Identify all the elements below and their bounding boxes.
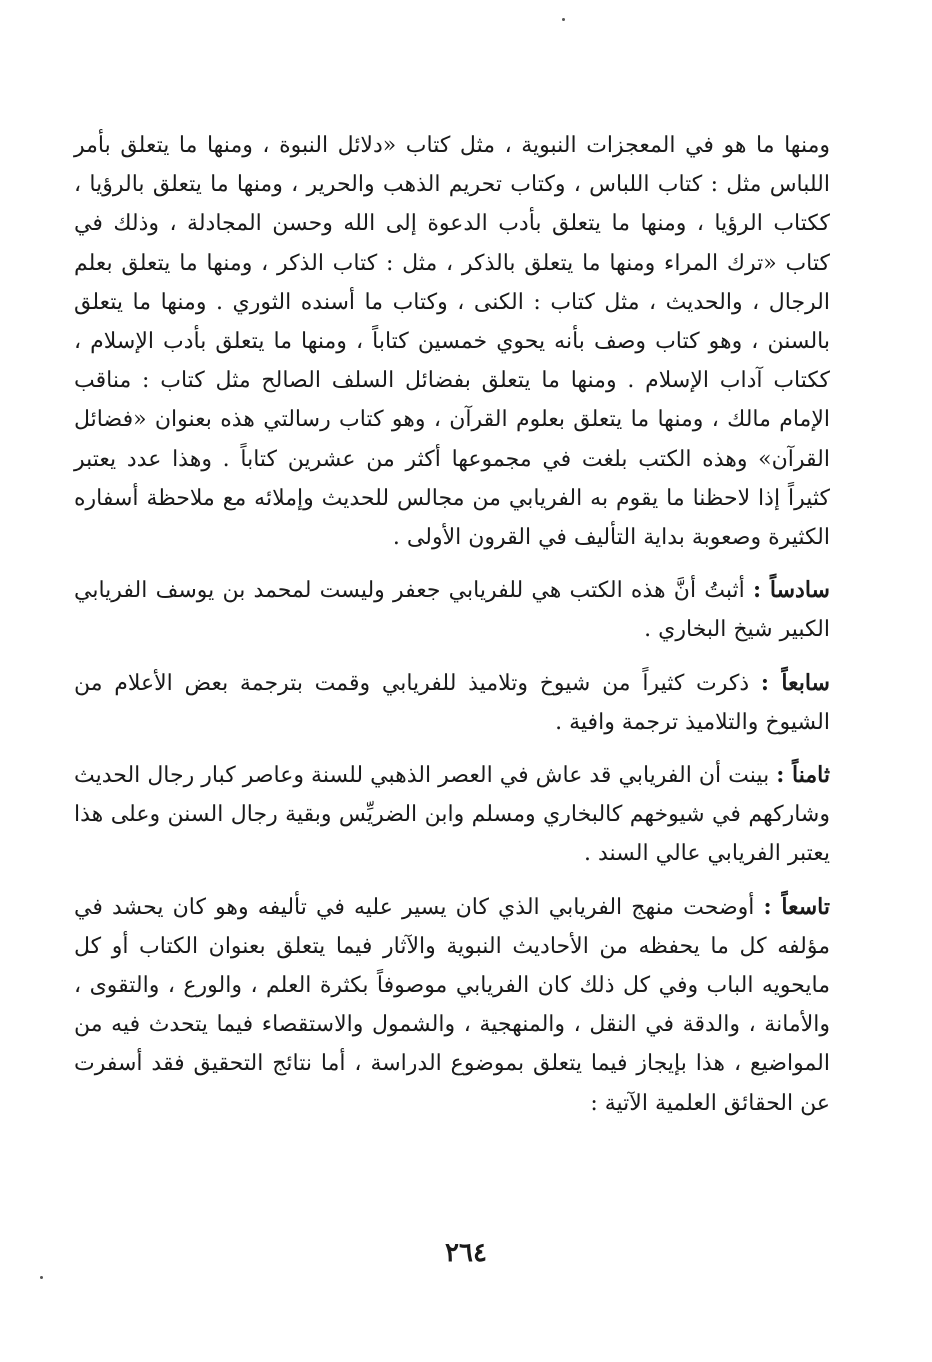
paragraph-lead: سادساً : bbox=[752, 577, 830, 604]
body-text bbox=[74, 126, 830, 1123]
paragraph-intro bbox=[74, 126, 830, 557]
scan-speck bbox=[562, 18, 565, 21]
paragraph-text: ذكرت كثيراً من شيوخ وتلاميذ للفريابي وقمت بترجمة بعض الأعلام من الشيوخ والتلاميذ ترجمة وافية . bbox=[74, 670, 830, 735]
paragraph-text: ومنها ما هو في المعجزات النبوية ، مثل كتاب «دلائل النبوة ، ومنها ما يتعلق بأمر اللباس مثل : كتاب اللباس ، وكتاب تحريم الذهب والحرير ، ومنها ما يتعلق بالرؤيا ، ككتاب الرؤيا ، ومنها ما يتعلق بأدب الدعوة إلى الله وحسن المجادلة ، وذلك في كتاب «ترك المراء ومنها ما يتعلق بالذكر ، مثل : كتاب الذكر ، ومنها ما يتعلق بعلم الرجال ، والحديث ، مثل كتاب : الكنى ، وكتاب ما أسنده الثوري . ومنها ما يتعلق بالسنن ، وهو كتاب وصف بأنه يحوي خمسين كتاباً ، ومنها ما يتعلق بأدب الإسلام ، ككتاب آداب الإسلام . ومنها ما يتعلق بفضائل السلف الصالح مثل كتاب : مناقب الإمام مالك ، ومنها ما يتعلق بعلوم القرآن ، وهو كتاب رسالتي هذه بعنوان «فضائل القرآن» وهذه الكتب بلغت في مجموعها أكثر من عشرين كتاباً . وهذا عدد يعتبر كثيراً إذا لاحظنا ما يقوم به الفريابي من مجالس للحديث وإملائه مع ملاحظة أسفاره الكثيرة وصعوبة بداية التأليف في القرون الأولى . bbox=[74, 133, 830, 551]
paragraph-lead: ثامناً : bbox=[776, 762, 831, 789]
paragraph-eighth bbox=[74, 756, 830, 874]
paragraph-sixth bbox=[74, 571, 830, 649]
paragraph-lead: سابعاً : bbox=[760, 669, 830, 696]
page-number: ٢٦٤ bbox=[445, 1238, 487, 1268]
paragraph-text: أوضحت منهج الفريابي الذي كان يسير عليه في تأليفه وهو كان يحشد في مؤلفه كل ما يحفظه من الأحاديث النبوية والآثار فيما يتعلق بعنوان الكتاب أو كل مايحويه الباب وفي كل ذلك كان الفريابي موصوفاً بكثرة العلم ، والورع ، والتقوى ، والأمانة ، والدقة في النقل ، والمنهجية ، والشمول والاستقصاء فيما يتحدث فيه من المواضيع ، هذا بإيجاز فيما يتعلق بموضوع الدراسة ، أما نتائج التحقيق فقد أسفرت عن الحقائق العلمية الآتية : bbox=[74, 894, 830, 1116]
paragraph-seventh bbox=[74, 664, 830, 742]
paragraph-text: أثبتُ أنَّ هذه الكتب هي للفريابي جعفر وليست لمحمد بن يوسف الفريابي الكبير شيخ البخاري . bbox=[74, 578, 830, 643]
paragraph-ninth bbox=[74, 888, 830, 1123]
paragraph-text: بينت أن الفريابي قد عاش في العصر الذهبي للسنة وعاصر كبار رجال الحديث وشاركهم في شيوخهم كالبخاري ومسلم وابن الضريِّس وبقية رجال السنن وعلى هذا يعتبر الفريابي عالي السند . bbox=[74, 763, 830, 867]
scan-speck bbox=[40, 1276, 43, 1279]
paragraph-lead: تاسعاً : bbox=[763, 893, 830, 920]
